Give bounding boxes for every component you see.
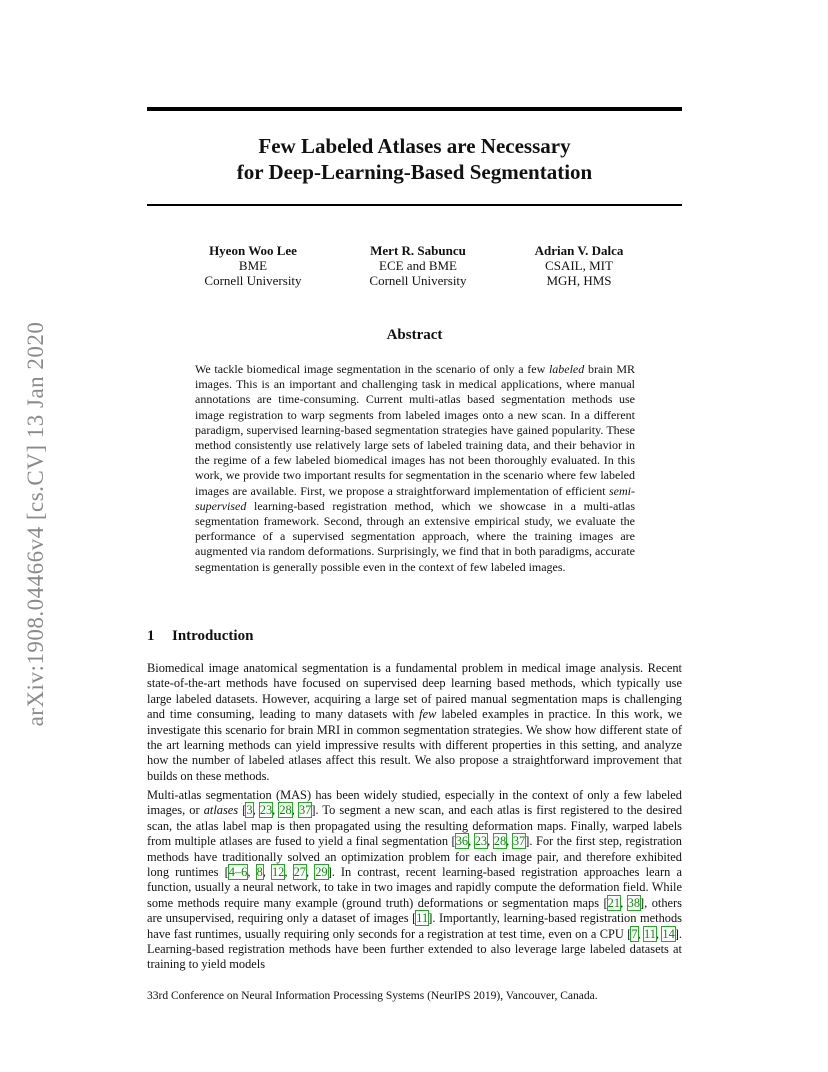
citation-link[interactable]: 38 [627,895,641,910]
citation-link[interactable]: 11 [416,911,429,926]
author-name: Hyeon Woo Lee [209,243,297,258]
arxiv-identifier: arXiv:1908.04466v4 [cs.CV] 13 Jan 2020 [23,321,48,727]
abstract-heading: Abstract [386,327,443,343]
conference-footer: 33rd Conference on Neural Information Processing Systems (NeurIPS 2019), Vancouver, Canada. [147,990,598,1002]
author-affiliation: Cornell University [204,273,302,288]
paragraph-text: Multi-atlas segmentation (MAS) has been widely studied, especially in the context of only a few labeled images, or [147,788,682,818]
paragraph-emphasis: atlases [203,803,239,818]
citation-group: 3, 23, 28, 37 [246,803,312,818]
intro-paragraph-2 [147,788,682,973]
paragraph-text: ]. For the first step, registration methods have traditionally solved an optimization problem for each image pair, and therefore exhibited long runtimes [ [147,834,682,880]
citation-link[interactable]: 4–6 [228,865,248,880]
citation-link[interactable]: 21 [607,895,621,910]
abstract-emphasis: labeled [548,362,585,376]
citation-link[interactable]: 14 [662,926,675,941]
citation-group: 4–6, 8, 12, 27, 29 [228,865,328,880]
citation-link[interactable]: 37 [512,834,526,849]
citation-link[interactable]: 29 [315,865,328,880]
paragraph-text: Biomedical image anatomical segmentation is a fundamental problem in medical image analysis. Recent state-of-the-art methods have focused on supervised deep learning based methods, which typically use large labeled datasets. However, acquiring a large set of paired manual segmentation maps is challenging and time consuming, leading to many datasets with [147,661,682,722]
citation-link[interactable]: 7 [631,926,638,941]
citation-link[interactable]: 28 [493,834,507,849]
abstract-text-part: learning-based registration method, which we showcase in a multi-atlas segmentation framework. Second, through an extensive empirical study, we evaluate the performance of a supervised segmentation approach, where the training images are augmented via random deformations. Surprisingly, we find that in both paradigms, accurate segmentation is generally possible even in the context of few labeled images. [195,498,635,574]
author-name: Mert R. Sabuncu [370,243,466,258]
citation-group: 7, 11, 14 [631,926,675,941]
paragraph-emphasis: few [419,707,437,722]
citation-link[interactable]: 36 [455,834,469,849]
paragraph-text: ]. Importantly, learning-based registration methods have fast runtimes, usually requiring only seconds for a registration at test time, even on a CPU [ [147,911,682,941]
paragraph-text: ]. In contrast, recent learning-based registration approaches learn a function, usually a neural network, to take in two images and rapidly compute the deformation field. While some methods require many example (ground truth) deformations or segmentation maps [ [147,865,682,910]
citation-link[interactable]: 37 [298,803,312,818]
title-line-1: Few Labeled Atlases are Necessary [258,134,571,158]
citation-link[interactable]: 12 [271,865,285,880]
author-block-3 [509,243,649,288]
intro-paragraph-1 [147,661,682,784]
paper-title [147,133,682,185]
citation-group: 21, 38 [607,895,641,910]
paragraph-text: labeled examples in practice. In this work, we investigate this scenario for brain MRI in common segmentation strategies. We show how different state of the art learning methods can yield impressive results with different properties in this setting, and analyze how the number of labeled atlases affect this result. We also propose a straightforward improvement that builds on these methods. [147,707,682,783]
author-affiliation: Cornell University [369,273,467,288]
citation-link[interactable]: 23 [474,834,488,849]
citation-link[interactable]: 27 [293,865,306,880]
title-bottom-rule [147,204,682,206]
citation-link[interactable]: 28 [279,803,292,818]
abstract-text-part: We tackle biomedical image segmentation in the scenario of only a few [195,362,549,376]
paragraph-text: ], others are unsupervised, requiring only a dataset of images [ [147,895,683,926]
title-line-2: for Deep-Learning-Based Segmentation [236,160,593,184]
citation-group [416,911,428,925]
section-title: Introduction [172,628,254,644]
abstract-text [195,362,635,575]
author-affiliation: ECE and BME [379,258,457,273]
paragraph-text: ]. To segment a new scan, and each atlas is first registered to the desired scan, the atlas label map is then propagated using the resulting deformation maps. Finally, warped labels from multiple atlases are fused to yield a final segmentation [ [147,803,683,849]
section-number: 1 [147,628,155,644]
title-top-rule [147,107,682,111]
paragraph-text: ]. Learning-based registration methods have been further extended to also leverage large labeled datasets at training to yield models [147,926,682,972]
author-affiliation: CSAIL, MIT [545,258,613,273]
citation-link[interactable]: 23 [259,803,273,818]
citation-link[interactable]: 8 [256,865,263,880]
citation-link[interactable]: 3 [246,803,253,818]
author-name: Adrian V. Dalca [534,243,624,258]
abstract-emphasis: semi-supervised [195,483,635,513]
citation-link[interactable]: 11 [643,926,656,941]
author-affiliation: MGH, HMS [546,273,612,288]
author-block-2 [348,243,488,288]
author-block-1 [183,243,323,288]
section-heading [147,628,253,645]
author-affiliation: BME [238,258,268,273]
abstract-text-part: brain MR images. This is an important and challenging task in medical applications, where manual annotations are time-consuming. Current multi-atlas based segmentation methods use image registration to warp segments from labeled images onto a new scan. In a different paradigm, supervised learning-based segmentation strategies have gained popularity. These method consistently use relatively large sets of labeled training data, and their behavior in the regime of a few labeled biomedical images has not been thoroughly evaluated. In this work, we provide two important results for segmentation in the scenario where few labeled images are available. First, we propose a straightforward implementation of efficient [195,362,635,498]
citation-group: 36, 23, 28, 37 [455,834,526,849]
paragraph-text: [ [238,803,247,818]
